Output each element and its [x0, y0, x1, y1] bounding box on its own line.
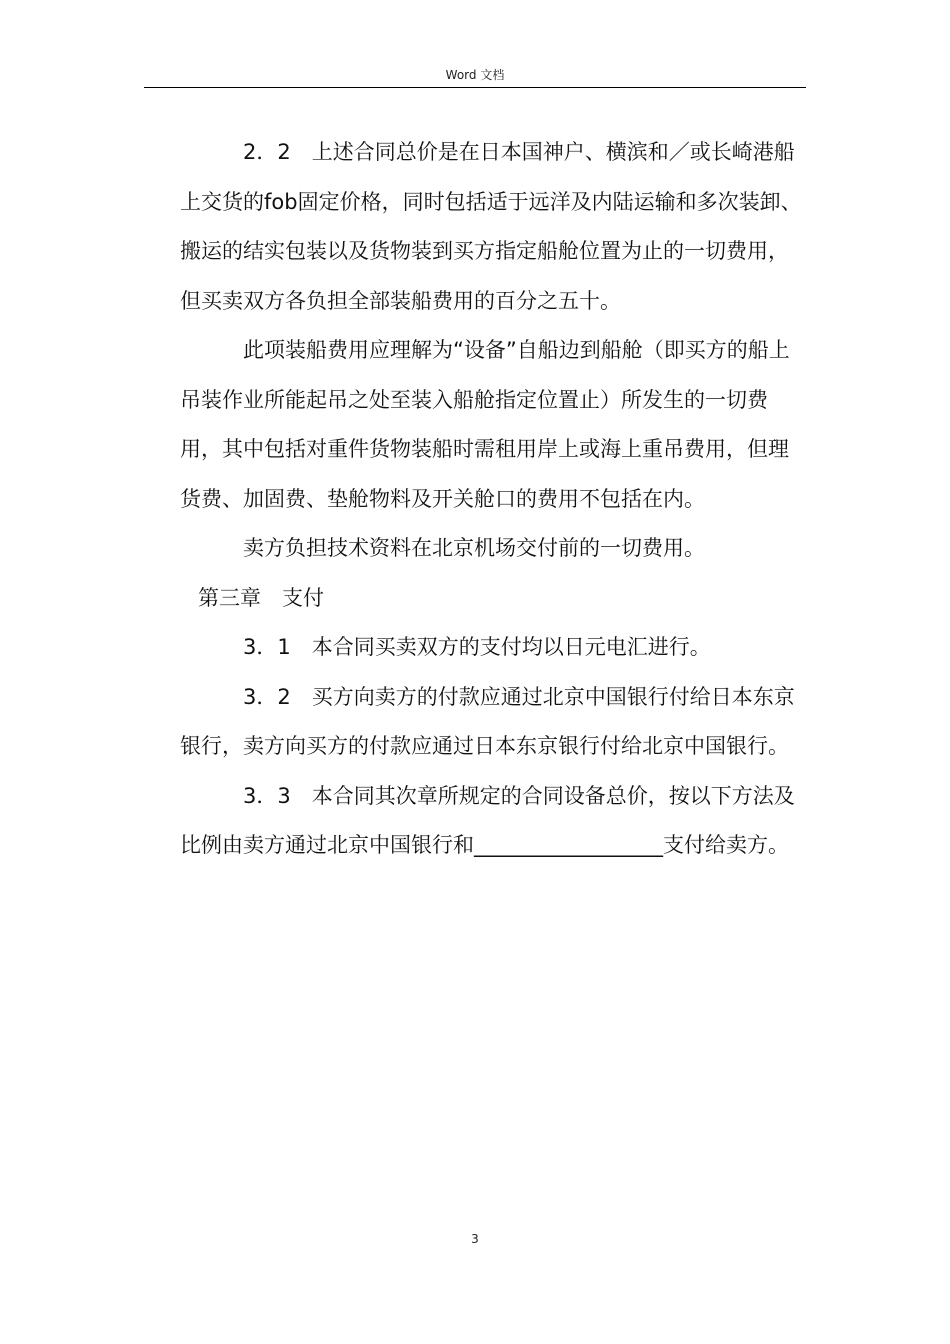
technical-docs-paragraph: 卖方负担技术资料在北京机场交付前的一切费用。 — [243, 536, 705, 560]
clause-3-3: 3．3 本合同其次章所规定的合同设备总价，按以下方法及比例由卖方通过北京中国银行和__________________支付给卖方。 — [180, 783, 795, 857]
clause-3-2: 3．2 买方向卖方的付款应通过北京中国银行付给日本东京银行，卖方向买方的付款应通过日本东京银行付给北京中国银行。 — [180, 684, 795, 758]
loading-cost-paragraph: 此项装船费用应理解为“设备”自船边到船舱（即买方的船上吊装作业所能起吊之处至装入船舱指定位置止）所发生的一切费用，其中包括对重件货物装船时需租用岸上或海上重吊费用，但理货费、加固费、垫舱物料及开关舱口的费用不包括在内。 — [180, 338, 790, 511]
header-divider — [144, 87, 806, 88]
page-number: 3 — [471, 1232, 479, 1246]
chapter-heading: 第三章 支付 — [198, 585, 324, 610]
page-header: Word 文档 — [445, 68, 505, 82]
clause-2-2: 2．2 上述合同总价是在日本国神户、横滨和／或长崎港船上交货的fob固定价格，同时包括适于远洋及内陆运输和多次装卸、搬运的结实包装以及货物装到买方指定船舱位置为止的一切费用，但买卖双方各负担全部装船费用的百分之五十。 — [180, 140, 802, 313]
document-body — [180, 128, 805, 871]
clause-3-1: 3．1 本合同买卖双方的支付均以日元电汇进行。 — [243, 635, 711, 659]
